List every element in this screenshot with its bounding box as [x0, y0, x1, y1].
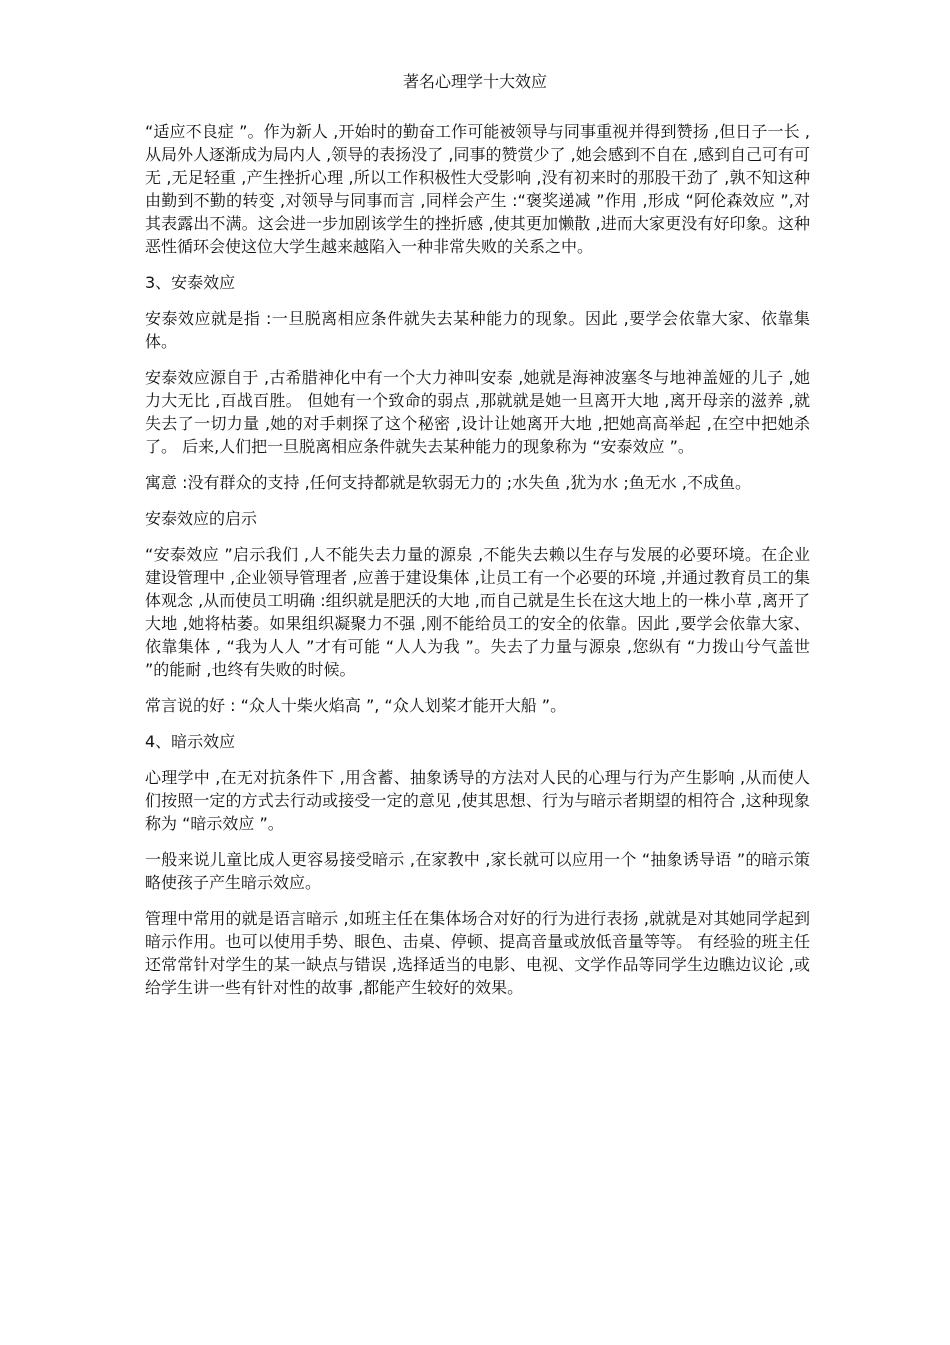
subheading-antaeus-enlightenment: 安泰效应的启示 [145, 509, 258, 528]
paragraph-maladjustment: “适应不良症 ”。作为新人 ,开始时的勤奋工作可能被领导与同事重视并得到赞扬 ,但日子一长 ,从局外人逐渐成为局内人 ,领导的表扬没了 ,同事的赞赏少了 ,她会感到不自在 ,感到自己可有可无 ,无足轻重 ,产生挫折心理 ,所以工作积极性大受影响 ,没有初来时的那股干劲了 ,孰不知这种由勤到不勤的转变 ,对领导与同事而言 ,同样会产生 :“褒奖递减 ”作用 ,形成 “阿伦森效应 ”,对其表露出不满。这会进一步加剧该学生的挫折感 ,使其更加懒散 ,进而大家更没有好印象。这种恶性循环会使这位大学生越来越陷入一种非常失败的关系之中。 [145, 122, 810, 256]
paragraph-moral: 寓意 :没有群众的支持 ,任何支持都就是软弱无力的 ;水失鱼 ,犹为水 ;鱼无水 ,不成鱼。 [145, 473, 751, 492]
section-heading-antaeus-effect: 3、安泰效应 [145, 273, 236, 292]
paragraph-antaeus-origin: 安泰效应源自于 ,古希腊神化中有一个大力神叫安泰 ,她就是海神波塞冬与地神盖娅的儿子 ,她力大无比 ,百战百胜。 但她有一个致命的弱点 ,那就就是她一旦离开大地 ,离开母亲的滋养 ,就失去了一切力量 ,她的对手刺探了这个秘密 ,设计让她离开大地 ,把她高高举起 ,在空中把她杀了。 后来,人们把一旦脱离相应条件就失去某种能力的现象称为 “安泰效应 ”。 [145, 368, 810, 456]
paragraph-suggestion-definition: 心理学中 ,在无对抗条件下 ,用含蓄、抽象诱导的方法对人民的心理与行为产生影响 ,从而使人们按照一定的方式去行动或接受一定的意见 ,使其思想、行为与暗示者期望的相符合 ,这种现象称为 “暗示效应 ”。 [145, 768, 810, 833]
paragraph-suggestion-children: 一般来说儿童比成人更容易接受暗示 ,在家教中 ,家长就可以应用一个 “抽象诱导语 ”的暗示策略使孩子产生暗示效应。 [145, 850, 810, 892]
section-heading-suggestion-effect: 4、暗示效应 [145, 732, 236, 751]
paragraph-saying: 常言说的好 : “众人十柴火焰高 ”, “众人划桨才能开大船 ”。 [145, 696, 567, 715]
page-title: 著名心理学十大效应 [402, 72, 547, 91]
paragraph-antaeus-enlightenment: “安泰效应 ”启示我们 ,人不能失去力量的源泉 ,不能失去赖以生存与发展的必要环境。在企业建设管理中 ,企业领导管理者 ,应善于建设集体 ,让员工有一个必要的环境 ,并通过教育员工的集体观念 ,从而使员工明确 :组织就是肥沃的大地 ,而自己就是生长在这大地上的一株小草 ,离开了大地 ,她将枯萎。如果组织凝聚力不强 ,刚不能给员工的安全的依靠。因此 ,要学会依靠大家、依靠集体 , “我为人人 ”才有可能 “人人为我 ”。失去了力量与源泉 ,您纵有 “力拨山兮气盖世 ”的能耐 ,也终有失败的时候。 [145, 545, 810, 679]
paragraph-suggestion-management: 管理中常用的就是语言暗示 ,如班主任在集体场合对好的行为进行表扬 ,就就是对其她同学起到暗示作用。也可以使用手势、眼色、击桌、停顿、提高音量或放低音量等等。 有经验的班主任还常常针对学生的某一缺点与错误 ,选择适当的电影、电视、文学作品等同学生边瞧边议论 ,或给学生讲一些有针对性的故事 ,都能产生较好的效果。 [145, 909, 810, 997]
paragraph-antaeus-definition: 安泰效应就是指 :一旦脱离相应条件就失去某种能力的现象。因此 ,要学会依靠大家、依靠集体。 [145, 309, 810, 351]
document-body [145, 120, 810, 1012]
